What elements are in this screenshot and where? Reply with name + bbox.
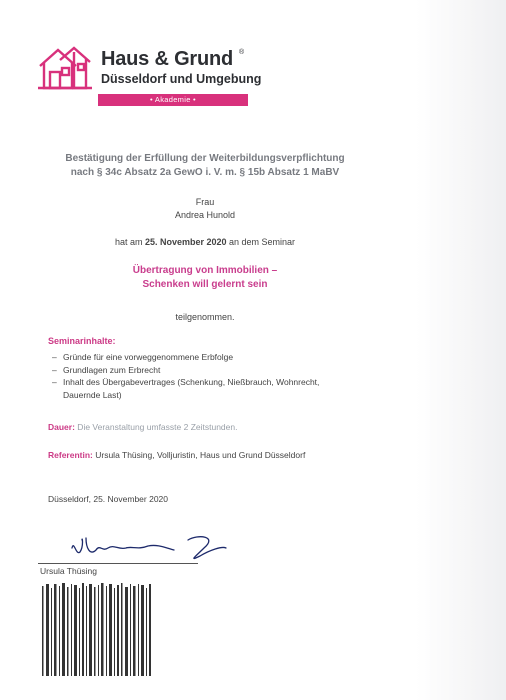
list-item: – Grundlagen zum Erbrecht [50, 364, 370, 377]
list-item: – Inhalt des Übergabevertrages (Schenkung, Nießbrauch, Wohnrecht, Dauernde Last) [50, 376, 333, 401]
registered-mark: ® [239, 49, 245, 56]
haus-und-grund-logo [36, 44, 266, 110]
heading-line-1: Bestätigung der Erfüllung der Weiterbildungsverpflichtung [65, 153, 345, 164]
recipient-salutation: Frau [195, 197, 215, 207]
heading-line-2: nach § 34c Absatz 2a GewO i. V. m. § 15b Absatz 1 MaBV [70, 167, 340, 178]
signatory-name: Ursula Thüsing [40, 566, 98, 576]
attendance-suffix: an dem Seminar [226, 237, 296, 247]
place-date: Düsseldorf, 25. November 2020 [48, 494, 169, 504]
logo-title: Haus & Grund [101, 48, 234, 70]
signature-line [38, 563, 198, 564]
scan-shadow [416, 0, 506, 700]
attendance-prefix: hat am [114, 237, 145, 247]
contents-list [50, 351, 370, 401]
recipient-name: Andrea Hunold [174, 210, 236, 220]
duration-label: Dauer: [48, 422, 75, 432]
certificate-heading [40, 152, 370, 180]
handwritten-signature [38, 526, 238, 568]
akademie-bar: • Akademie • [98, 94, 248, 106]
speaker-text: Ursula Thüsing, Volljuristin, Haus und Grund Düsseldorf [92, 450, 306, 460]
logo-subtitle: Düsseldorf und Umgebung [101, 72, 262, 86]
course-title-line-2: Schenken will gelernt sein [142, 279, 268, 290]
contents-label: Seminarinhalte: [48, 336, 116, 346]
participated-text: teilgenommen. [175, 312, 235, 322]
duration-text: Die Veranstaltung umfasste 2 Zeitstunden. [74, 422, 238, 432]
speaker-line [48, 450, 305, 460]
speaker-label: Referentin: [48, 450, 93, 460]
attendance-line [40, 237, 370, 247]
course-title [40, 264, 370, 292]
house-logo-icon [36, 44, 94, 92]
barcode-stamp [40, 578, 160, 678]
duration-line [48, 422, 237, 432]
list-item: – Gründe für eine vorweggenommene Erbfolge [50, 351, 370, 364]
attendance-date: 25. November 2020 [144, 237, 227, 247]
course-title-line-1: Übertragung von Immobilien – [132, 265, 278, 276]
